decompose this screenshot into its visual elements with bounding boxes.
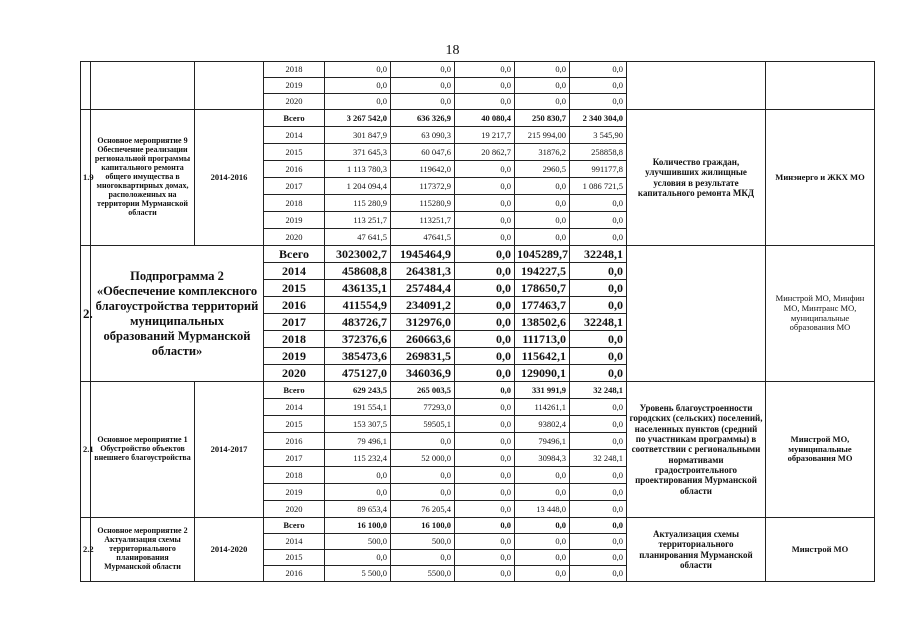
value-cell: 2 340 304,0: [570, 110, 627, 127]
value-cell: 0,0: [455, 450, 515, 467]
year-cell: 2019: [264, 348, 325, 365]
year-cell: 2016: [264, 566, 325, 582]
value-cell: 0,0: [515, 78, 570, 94]
value-cell: 52 000,0: [391, 450, 455, 467]
value-cell: 1045289,7: [515, 246, 570, 263]
year-cell: 2015: [264, 550, 325, 566]
value-cell: 0,0: [455, 382, 515, 399]
value-cell: 60 047,6: [391, 144, 455, 161]
value-cell: 5500,0: [391, 566, 455, 582]
value-cell: 0,0: [455, 195, 515, 212]
table-row: [81, 62, 875, 78]
measure-title: Основное мероприятие 9 Обеспечение реализации региональной программы капитального ремонта общего имущества в многоквартирных домах, расположенных на территории Мурманской области: [91, 110, 195, 246]
value-cell: 258858,8: [570, 144, 627, 161]
year-cell: 2015: [264, 280, 325, 297]
responsible-cell: Минстрой МО: [766, 518, 875, 582]
value-cell: 32 248,1: [570, 382, 627, 399]
responsible-cell: [766, 62, 875, 110]
value-cell: 59505,1: [391, 416, 455, 433]
value-cell: 269831,5: [391, 348, 455, 365]
value-cell: 3 545,90: [570, 127, 627, 144]
value-cell: 0,0: [515, 62, 570, 78]
period-cell: 2014-2020: [195, 518, 264, 582]
responsible-cell: Минстрой МО, муниципальные образования МО: [766, 382, 875, 518]
value-cell: 0,0: [570, 62, 627, 78]
value-cell: 32248,1: [570, 246, 627, 263]
value-cell: 0,0: [391, 94, 455, 110]
year-cell: 2019: [264, 484, 325, 501]
value-cell: 0,0: [455, 331, 515, 348]
value-cell: 153 307,5: [325, 416, 391, 433]
value-cell: 0,0: [570, 280, 627, 297]
value-cell: 79 496,1: [325, 433, 391, 450]
value-cell: 0,0: [455, 534, 515, 550]
value-cell: 0,0: [570, 212, 627, 229]
value-cell: 0,0: [455, 416, 515, 433]
year-cell: 2018: [264, 331, 325, 348]
value-cell: 0,0: [515, 467, 570, 484]
year-cell: 2016: [264, 161, 325, 178]
value-cell: 115 232,4: [325, 450, 391, 467]
value-cell: 0,0: [515, 484, 570, 501]
value-cell: 3023002,7: [325, 246, 391, 263]
value-cell: 0,0: [515, 550, 570, 566]
indicator-cell: [627, 62, 766, 110]
indicator-cell: Уровень благоустроенности городских (сельских) поселений, населенных пунктов (средний по участникам программы) в соответствии с региональными нормативами градостроительного проектирования Мурманской области: [627, 382, 766, 518]
value-cell: 0,0: [325, 94, 391, 110]
value-cell: 93802,4: [515, 416, 570, 433]
value-cell: 500,0: [391, 534, 455, 550]
value-cell: 0,0: [570, 518, 627, 534]
value-cell: 265 003,5: [391, 382, 455, 399]
year-cell: 2020: [264, 365, 325, 382]
year-cell: 2014: [264, 127, 325, 144]
value-cell: 250 830,7: [515, 110, 570, 127]
value-cell: 1945464,9: [391, 246, 455, 263]
program-funding-table: [80, 61, 875, 582]
value-cell: 3 267 542,0: [325, 110, 391, 127]
value-cell: 0,0: [391, 433, 455, 450]
row-number: [81, 62, 91, 110]
value-cell: 312976,0: [391, 314, 455, 331]
value-cell: 0,0: [391, 78, 455, 94]
value-cell: 129090,1: [515, 365, 570, 382]
value-cell: 0,0: [325, 62, 391, 78]
period-cell: 2014-2017: [195, 382, 264, 518]
value-cell: 0,0: [455, 78, 515, 94]
value-cell: 0,0: [515, 94, 570, 110]
value-cell: 177463,7: [515, 297, 570, 314]
value-cell: 0,0: [455, 348, 515, 365]
year-cell: 2014: [264, 263, 325, 280]
value-cell: 0,0: [515, 229, 570, 246]
value-cell: 0,0: [515, 518, 570, 534]
year-cell: 2018: [264, 467, 325, 484]
year-cell: 2015: [264, 416, 325, 433]
value-cell: 385473,6: [325, 348, 391, 365]
row-number: 2.1: [81, 382, 91, 518]
value-cell: 0,0: [570, 416, 627, 433]
value-cell: 76 205,4: [391, 501, 455, 518]
measure-title: [91, 62, 195, 110]
measure-title: Подпрограмма 2 «Обеспечение комплексного благоустройства территорий муниципальных образований Мурманской области»: [91, 246, 264, 382]
value-cell: 119642,0: [391, 161, 455, 178]
year-cell: 2017: [264, 314, 325, 331]
value-cell: 47 641,5: [325, 229, 391, 246]
value-cell: 0,0: [455, 178, 515, 195]
value-cell: 0,0: [455, 433, 515, 450]
value-cell: 0,0: [455, 399, 515, 416]
value-cell: 0,0: [455, 297, 515, 314]
indicator-cell: Количество граждан, улучшивших жилищные условия в результате капитального ремонта МКД: [627, 110, 766, 246]
value-cell: 5 500,0: [325, 566, 391, 582]
measure-title: Основное мероприятие 2 Актуализация схемы территориального планирования Мурманской области: [91, 518, 195, 582]
year-cell: 2015: [264, 144, 325, 161]
year-cell: Всего: [264, 246, 325, 263]
year-cell: 2020: [264, 501, 325, 518]
value-cell: 0,0: [455, 280, 515, 297]
value-cell: 113251,7: [391, 212, 455, 229]
value-cell: 32 248,1: [570, 450, 627, 467]
year-cell: Всего: [264, 518, 325, 534]
table-row: [81, 246, 875, 263]
value-cell: 991177,8: [570, 161, 627, 178]
table-row: [81, 518, 875, 534]
value-cell: 0,0: [570, 78, 627, 94]
year-cell: 2019: [264, 78, 325, 94]
value-cell: 372376,6: [325, 331, 391, 348]
value-cell: 16 100,0: [325, 518, 391, 534]
value-cell: 0,0: [325, 467, 391, 484]
year-cell: 2019: [264, 212, 325, 229]
value-cell: 0,0: [455, 501, 515, 518]
value-cell: 0,0: [515, 212, 570, 229]
year-cell: 2018: [264, 62, 325, 78]
value-cell: 629 243,5: [325, 382, 391, 399]
value-cell: 30984,3: [515, 450, 570, 467]
value-cell: 0,0: [570, 94, 627, 110]
value-cell: 264381,3: [391, 263, 455, 280]
value-cell: 331 991,9: [515, 382, 570, 399]
year-cell: 2014: [264, 399, 325, 416]
value-cell: 636 326,9: [391, 110, 455, 127]
value-cell: 0,0: [455, 484, 515, 501]
value-cell: 0,0: [515, 566, 570, 582]
value-cell: 32248,1: [570, 314, 627, 331]
value-cell: 371 645,3: [325, 144, 391, 161]
value-cell: 0,0: [325, 550, 391, 566]
year-cell: 2017: [264, 178, 325, 195]
value-cell: 0,0: [455, 365, 515, 382]
value-cell: 1 113 780,3: [325, 161, 391, 178]
value-cell: 0,0: [325, 484, 391, 501]
value-cell: 0,0: [515, 178, 570, 195]
year-cell: 2017: [264, 450, 325, 467]
page-number: 18: [445, 43, 460, 58]
value-cell: 117372,9: [391, 178, 455, 195]
measure-title: Основное мероприятие 1 Обустройство объектов внешнего благоустройства: [91, 382, 195, 518]
year-cell: Всего: [264, 110, 325, 127]
value-cell: 436135,1: [325, 280, 391, 297]
value-cell: 47641,5: [391, 229, 455, 246]
value-cell: 0,0: [455, 212, 515, 229]
value-cell: 113 251,7: [325, 212, 391, 229]
value-cell: 458608,8: [325, 263, 391, 280]
value-cell: 1 204 094,4: [325, 178, 391, 195]
responsible-cell: Минстрой МО, Минфин МО, Минтранс МО, муниципальные образования МО: [766, 246, 875, 382]
value-cell: 0,0: [570, 331, 627, 348]
value-cell: 0,0: [455, 94, 515, 110]
value-cell: 0,0: [455, 161, 515, 178]
value-cell: 0,0: [570, 195, 627, 212]
value-cell: 257484,4: [391, 280, 455, 297]
value-cell: 31876,2: [515, 144, 570, 161]
value-cell: 115642,1: [515, 348, 570, 365]
period-cell: [195, 62, 264, 110]
value-cell: 475127,0: [325, 365, 391, 382]
value-cell: 79496,1: [515, 433, 570, 450]
value-cell: 0,0: [455, 566, 515, 582]
value-cell: 0,0: [455, 62, 515, 78]
value-cell: 178650,7: [515, 280, 570, 297]
value-cell: 2960,5: [515, 161, 570, 178]
value-cell: 0,0: [455, 518, 515, 534]
value-cell: 0,0: [455, 246, 515, 263]
value-cell: 0,0: [455, 550, 515, 566]
year-cell: 2020: [264, 229, 325, 246]
value-cell: 234091,2: [391, 297, 455, 314]
value-cell: 115 280,9: [325, 195, 391, 212]
value-cell: 0,0: [570, 433, 627, 450]
value-cell: 89 653,4: [325, 501, 391, 518]
value-cell: 0,0: [570, 484, 627, 501]
value-cell: 483726,7: [325, 314, 391, 331]
value-cell: 0,0: [570, 501, 627, 518]
value-cell: 0,0: [515, 195, 570, 212]
value-cell: 0,0: [570, 229, 627, 246]
value-cell: 0,0: [455, 467, 515, 484]
year-cell: 2018: [264, 195, 325, 212]
value-cell: 13 448,0: [515, 501, 570, 518]
value-cell: 77293,0: [391, 399, 455, 416]
value-cell: 346036,9: [391, 365, 455, 382]
value-cell: 16 100,0: [391, 518, 455, 534]
value-cell: 0,0: [570, 399, 627, 416]
value-cell: 0,0: [515, 534, 570, 550]
value-cell: 0,0: [570, 263, 627, 280]
year-cell: 2016: [264, 433, 325, 450]
value-cell: 0,0: [391, 62, 455, 78]
row-number: 2.2: [81, 518, 91, 582]
year-cell: 2014: [264, 534, 325, 550]
value-cell: 138502,6: [515, 314, 570, 331]
value-cell: 0,0: [570, 534, 627, 550]
value-cell: 301 847,9: [325, 127, 391, 144]
value-cell: 63 090,3: [391, 127, 455, 144]
value-cell: 0,0: [570, 297, 627, 314]
value-cell: 0,0: [325, 78, 391, 94]
value-cell: 111713,0: [515, 331, 570, 348]
value-cell: 114261,1: [515, 399, 570, 416]
indicator-cell: Актуализация схемы территориального планирования Мурманской области: [627, 518, 766, 582]
value-cell: 194227,5: [515, 263, 570, 280]
value-cell: 19 217,7: [455, 127, 515, 144]
row-number: 2.: [81, 246, 91, 382]
value-cell: 191 554,1: [325, 399, 391, 416]
value-cell: 0,0: [455, 263, 515, 280]
value-cell: 411554,9: [325, 297, 391, 314]
value-cell: 20 862,7: [455, 144, 515, 161]
value-cell: 0,0: [570, 566, 627, 582]
year-cell: 2020: [264, 94, 325, 110]
value-cell: 115280,9: [391, 195, 455, 212]
year-cell: Всего: [264, 382, 325, 399]
indicator-cell: [627, 246, 766, 382]
value-cell: 0,0: [391, 550, 455, 566]
table-row: [81, 110, 875, 127]
row-number: 1.9: [81, 110, 91, 246]
value-cell: 0,0: [391, 467, 455, 484]
responsible-cell: Минэнерго и ЖКХ МО: [766, 110, 875, 246]
value-cell: 40 080,4: [455, 110, 515, 127]
table-row: [81, 382, 875, 399]
value-cell: 215 994,00: [515, 127, 570, 144]
value-cell: 0,0: [570, 467, 627, 484]
value-cell: 0,0: [570, 365, 627, 382]
value-cell: 260663,6: [391, 331, 455, 348]
value-cell: 1 086 721,5: [570, 178, 627, 195]
value-cell: 500,0: [325, 534, 391, 550]
value-cell: 0,0: [570, 550, 627, 566]
value-cell: 0,0: [391, 484, 455, 501]
value-cell: 0,0: [570, 348, 627, 365]
value-cell: 0,0: [455, 229, 515, 246]
period-cell: 2014-2016: [195, 110, 264, 246]
year-cell: 2016: [264, 297, 325, 314]
value-cell: 0,0: [455, 314, 515, 331]
